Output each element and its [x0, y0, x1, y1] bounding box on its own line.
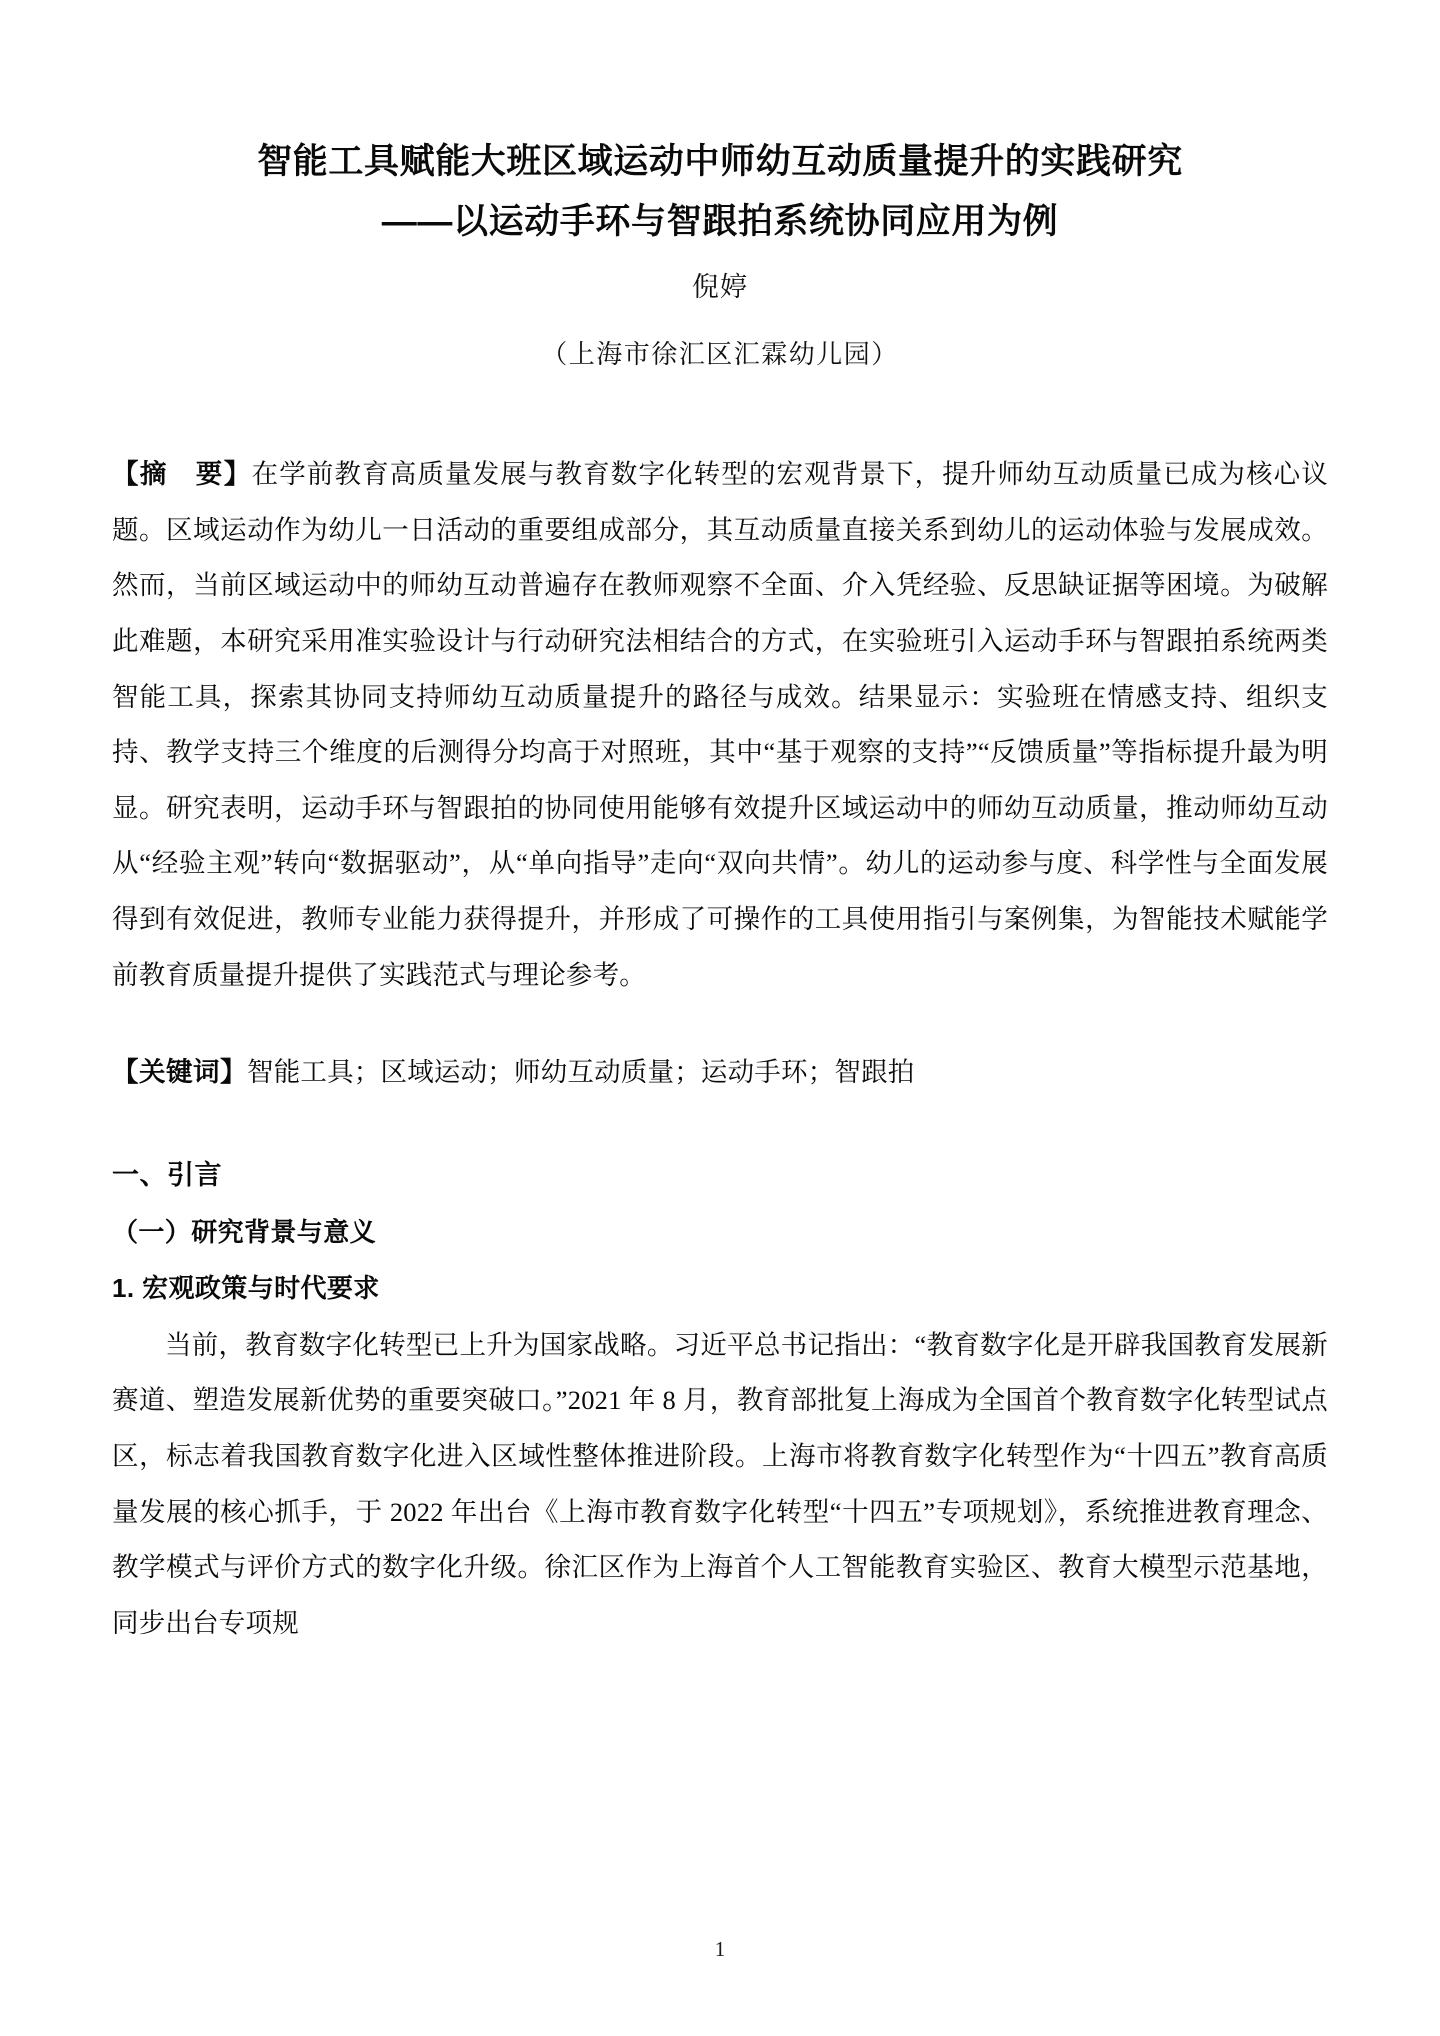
keywords-label: 【关键词】: [112, 1057, 247, 1088]
page-number: 1: [714, 1937, 726, 1961]
abstract-text: 在学前教育高质量发展与教育数字化转型的宏观背景下，提升师幼互动质量已成为核心议题。区域运动作为幼儿一日活动的重要组成部分，其互动质量直接关系到幼儿的运动体验与发展成效。然而，当前区域运动中的师幼互动普遍存在教师观察不全面、介入凭经验、反思缺证据等困境。为破解此难题，本研究采用准实验设计与行动研究法相结合的方式，在实验班引入运动手环与智跟拍系统两类智能工具，探索其协同支持师幼互动质量提升的路径与成效。结果显示：实验班在情感支持、组织支持、教学支持三个维度的后测得分均高于对照班，其中“基于观察的支持”“反馈质量”等指标提升最为明显。研究表明，运动手环与智跟拍的协同使用能够有效提升区域运动中的师幼互动质量，推动师幼互动从“经验主观”转向“数据驱动”，从“单向指导”走向“双向共情”。幼儿的运动参与度、科学性与全面发展得到有效促进，教师专业能力获得提升，并形成了可操作的工具使用指引与案例集，为智能技术赋能学前教育质量提升提供了实践范式与理论参考。: [112, 458, 1328, 990]
keywords-paragraph: [112, 1045, 1328, 1101]
abstract-block: [112, 447, 1328, 1003]
keywords-block: [112, 1045, 1328, 1101]
title-block: [112, 132, 1328, 383]
abstract-paragraph: [112, 447, 1328, 1003]
body-sections: [112, 1149, 1328, 1651]
page-footer: [0, 1937, 1440, 1962]
page-title: 智能工具赋能大班区域运动中师幼互动质量提升的实践研究: [257, 142, 1183, 181]
author-affiliation: （上海市徐汇区汇霖幼儿园）: [541, 340, 899, 370]
body-paragraph: 当前，教育数字化转型已上升为国家战略。习近平总书记指出：“教育数字化是开辟我国教育发展新赛道、塑造发展新优势的重要突破口。”2021 年 8 月，教育部批复上海成为全国首个教育数字化转型试点区，标志着我国教育数字化进入区域性整体推进阶段。上海市将教育数字化转型作为“十四五”教育高质量发展的核心抓手，于 2022 年出台《上海市教育数字化转型“十四五”专项规划》，系统推进教育理念、教学模式与评价方式的数字化升级。徐汇区作为上海首个人工智能教育实验区、教育大模型示范基地，同步出台专项规: [112, 1329, 1328, 1638]
author-name: 倪婷: [692, 272, 748, 303]
keywords-text: 智能工具；区域运动；师幼互动质量；运动手环；智跟拍: [247, 1057, 915, 1088]
section-heading-level2: （一）研究背景与意义: [112, 1216, 377, 1247]
section-heading-level3: 1. 宏观政策与时代要求: [112, 1272, 380, 1303]
page-subtitle: ——以运动手环与智跟拍系统协同应用为例: [381, 202, 1059, 242]
section-heading-level1: 一、引言: [112, 1160, 222, 1191]
abstract-label: 【摘 要】: [112, 458, 252, 489]
